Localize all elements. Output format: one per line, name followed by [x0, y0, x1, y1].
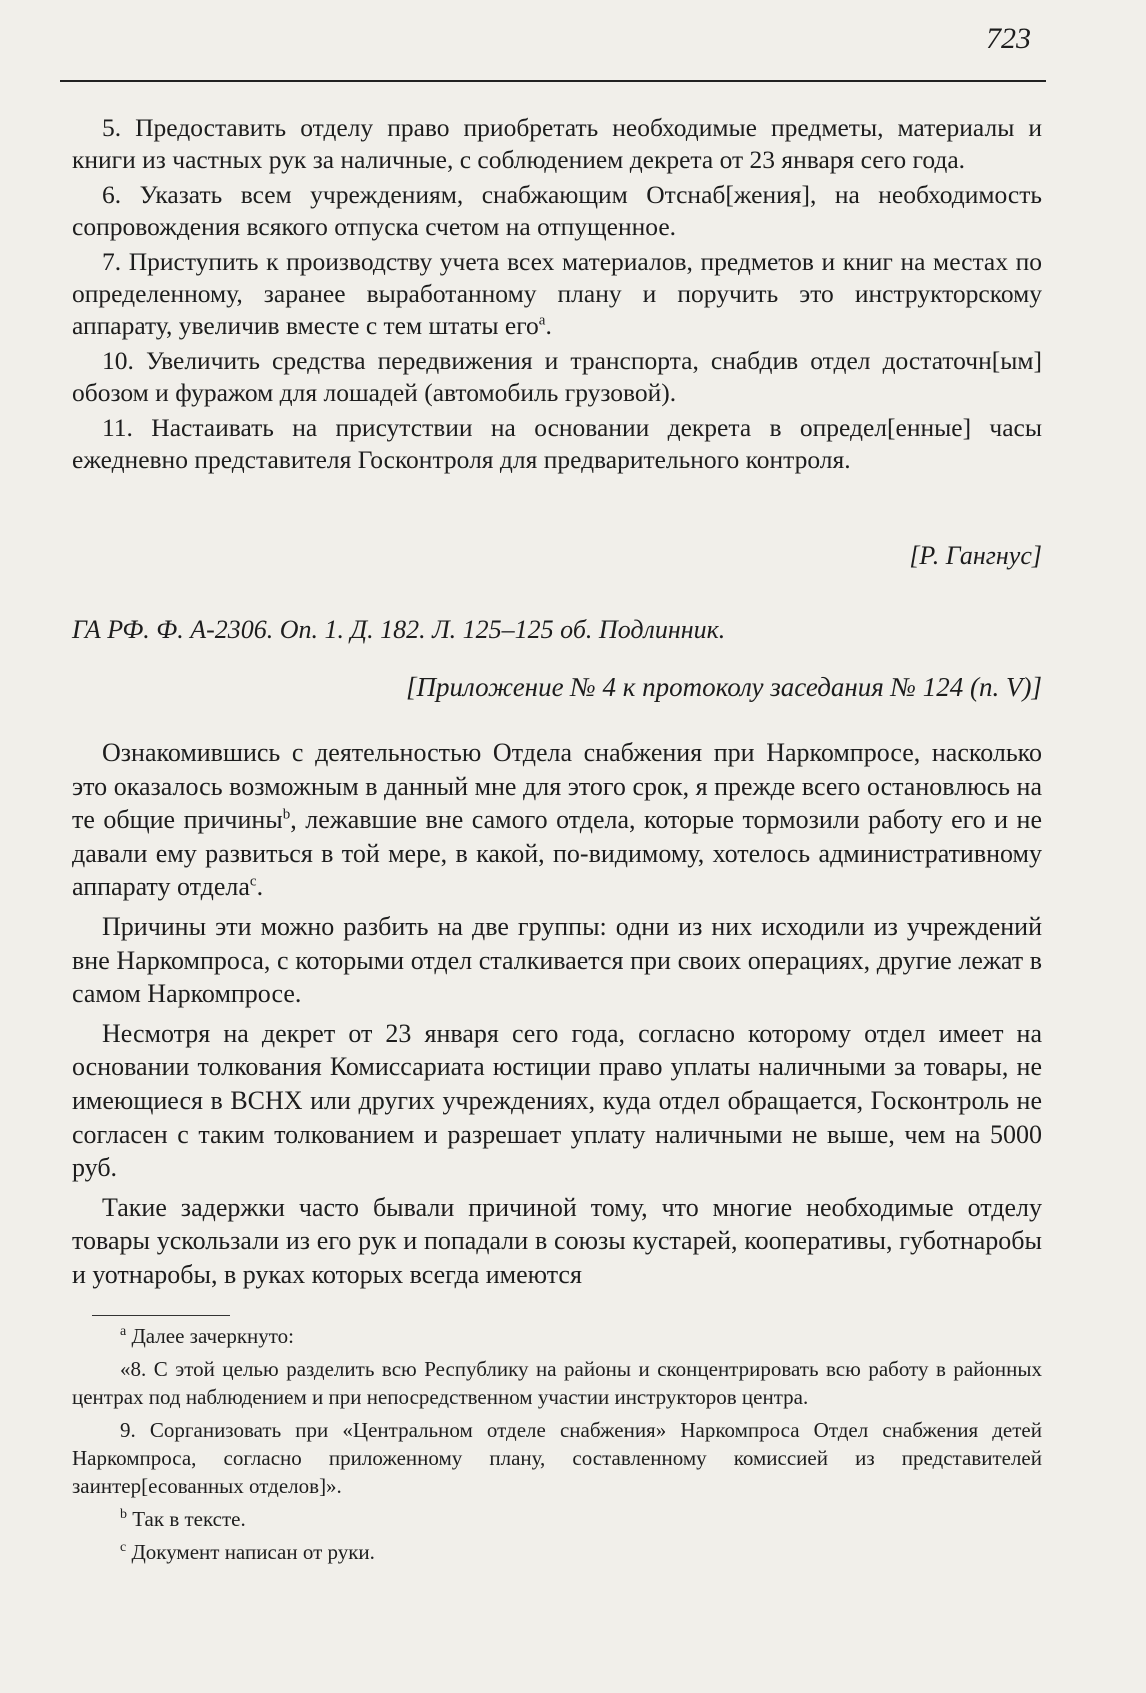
footnote-b-mark: b	[120, 1507, 127, 1522]
item-6: 6. Указать всем учреждениям, снабжающим Отснаб[жения], на необходимость сопровождения всякого отпуска счетом на отпущенное.	[72, 180, 1042, 241]
signature: [Р. Гангнус]	[909, 541, 1042, 570]
body-paragraph-4: Такие задержки часто бывали причиной тому, что многие необходимые отделу товары ускользали из его рук и попадали в союзы кустарей, кооперативы, губотнаробы и уотнаробы, в руках которых всегда имеются	[72, 1192, 1042, 1289]
body-paragraph-2: Причины эти можно разбить на две группы: одни из них исходили из учреждений вне Наркомпроса, с которыми отдел сталкивается при своих операциях, другие лежат в самом Наркомпросе.	[72, 911, 1042, 1009]
footnote-a-text-2: 9. Сорганизовать при «Центральном отделе снабжения» Наркомпроса Отдел снабжения детей Наркомпроса, согласно приложенному плану, составленному комиссией из представителей заинтер[есованных отделов]».	[72, 1418, 1042, 1498]
body-paragraph-1-part-1: Ознакомившись с деятельностью Отдела снабжения при Наркомпросе, насколько это оказалось возможным в данный мне для этого срок, я прежде всего остановлюсь на те общие причины	[72, 738, 1042, 835]
header-rule	[60, 80, 1046, 82]
footnote-ref-c: c	[249, 873, 257, 890]
item-7-period: .	[545, 311, 552, 340]
footnote-c	[72, 1538, 1042, 1566]
item-10: 10. Увеличить средства передвижения и транспорта, снабдив отдел достаточн[ым] обозом и фуражом для лошадей (автомобиль грузовой).	[72, 346, 1042, 407]
item-7-text: 7. Приступить к производству учета всех материалов, предметов и книг на местах по определенному, заранее выработанному плану и поручить это инструкторскому аппарату, увеличив вместе с тем штаты его	[72, 247, 1042, 340]
body-paragraph-1	[72, 736, 1042, 904]
footnote-ref-a: a	[538, 312, 546, 329]
footnotes	[72, 1322, 1042, 1566]
footnote-c-text: Документ написан от руки.	[131, 1540, 375, 1564]
archive-reference: ГА РФ. Ф. А-2306. Оп. 1. Д. 182. Л. 125–125 об. Подлинник.	[72, 615, 726, 644]
appendix-body	[72, 736, 1042, 1292]
body-paragraph-1-period: .	[256, 872, 264, 902]
page-number: 723	[986, 22, 1031, 55]
appendix-heading: [Приложение № 4 к протоколу заседания № 124 (п. V)]	[406, 672, 1042, 702]
footnote-a-text-1: «8. С этой целью разделить всю Республику на районы и сконцентрировать всю работу в районных центрах под наблюдением и при непосредственном участии инструкторов центра.	[72, 1357, 1042, 1409]
item-11: 11. Настаивать на присутствии на основании декрета в определ[енные] часы ежедневно представителя Госконтроля для предварительного контроля.	[72, 413, 1042, 474]
body-paragraph-3: Несмотря на декрет от 23 января сего года, согласно которому отдел имеет на основании толкования Комиссариата юстиции право уплаты наличными за товары, не имеющиеся в ВСНХ или других учреждениях, куда отдел обращается, Госконтроль не согласен с таким толкованием и разрешает уплату наличными не выше, чем на 5000 руб.	[72, 1018, 1042, 1183]
footnote-rule	[92, 1315, 230, 1316]
footnote-b-text: Так в тексте.	[132, 1507, 246, 1531]
item-5: 5. Предоставить отделу право приобретать необходимые предметы, материалы и книги из частных рук за наличные, с соблюдением декрета от 23 января сего года.	[72, 113, 1042, 174]
decision-items	[72, 112, 1042, 476]
item-7	[72, 246, 1042, 342]
footnote-a-label	[72, 1322, 1042, 1350]
footnote-c-mark: c	[120, 1540, 127, 1555]
footnote-a-mark: a	[120, 1324, 127, 1339]
footnote-ref-b: b	[282, 806, 291, 823]
body-paragraph-1-part-2: , лежавшие вне самого отдела, которые тормозили работу его и не давали ему развиться в той мере, в какой, по-видимому, хотелось административному аппарату отдела	[72, 805, 1042, 902]
footnote-b	[72, 1505, 1042, 1533]
footnote-a-label-text: Далее зачеркнуто:	[131, 1324, 295, 1348]
